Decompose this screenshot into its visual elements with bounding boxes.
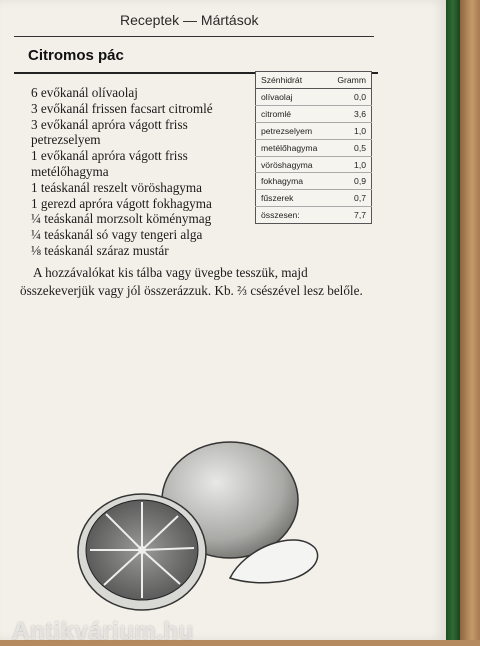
table-cell-value: 7,7 (354, 210, 366, 221)
table-cell-value: 0,7 (329, 190, 372, 207)
book-cover-spine (446, 0, 460, 640)
table-cell-name: fűszerek (256, 190, 329, 207)
ingredient-line: 1 gerezd apróra vágott fokhagyma (31, 195, 212, 211)
ingredient-line: 1 evőkanál apróra vágott friss (31, 148, 188, 164)
table-cell-value: 0,0 (329, 89, 372, 106)
recipe-title: Citromos pác (28, 47, 124, 64)
table-cell-value: 0,9 (329, 173, 372, 190)
table-cell-name: vöröshagyma (256, 156, 329, 173)
table-cell-name: fokhagyma (256, 173, 329, 190)
ingredient-line: petrezselyem (31, 132, 101, 148)
table-row (256, 122, 372, 139)
table-header-label: Szénhidrát (256, 72, 329, 89)
table-header-row (256, 72, 372, 89)
ingredient-line: ¼ teáskanál só vagy tengeri alga (31, 227, 203, 243)
table-header-unit: Gramm (329, 72, 372, 89)
ingredient-line: 3 evőkanál frissen facsart citromlé (31, 100, 213, 116)
table-cell-value: 3,6 (329, 105, 372, 122)
table-cell-name: olívaolaj (256, 89, 329, 106)
carbohydrate-table (255, 71, 372, 224)
table-row (256, 89, 372, 106)
ingredient-line: 3 evőkanál apróra vágott friss (31, 116, 188, 132)
table-cell-name: citromlé (256, 105, 329, 122)
recipe-instructions: A hozzávalókat kis tálba vagy üvegbe tesszük, majd összekeverjük vagy jól összerázzuk. Kb. ⅔ csészével lesz belőle. (20, 265, 363, 298)
ingredient-list (31, 85, 213, 259)
header-rule (14, 36, 374, 37)
table-cell-value: 1,0 (329, 156, 372, 173)
ingredient-line: 1 teáskanál reszelt vöröshagyma (31, 179, 203, 195)
table-cell-name: metélőhagyma (256, 139, 329, 156)
ingredient-line: ⅛ teáskanál száraz mustár (31, 242, 169, 258)
table-row (256, 207, 372, 224)
watermark: Antikvárium.hu (12, 618, 194, 645)
table-surface (460, 0, 480, 640)
table-row (256, 105, 372, 122)
table-row (256, 173, 372, 190)
table-cell-value: 0,5 (329, 139, 372, 156)
ingredient-line: 6 evőkanál olívaolaj (31, 85, 138, 100)
running-head: Receptek — Mártások (120, 12, 259, 28)
table-row (256, 156, 372, 173)
lemon-illustration (70, 440, 330, 640)
table-row (256, 139, 372, 156)
ingredient-line: ¼ teáskanál morzsolt köménymag (31, 211, 212, 227)
table-cell-name: petrezselyem (256, 122, 329, 139)
lemon-core (138, 546, 146, 554)
table-cell-value: 1,0 (329, 122, 372, 139)
table-row (256, 190, 372, 207)
table-cell-name: összesen: (261, 210, 300, 221)
ingredient-line: metélőhagyma (31, 163, 109, 179)
